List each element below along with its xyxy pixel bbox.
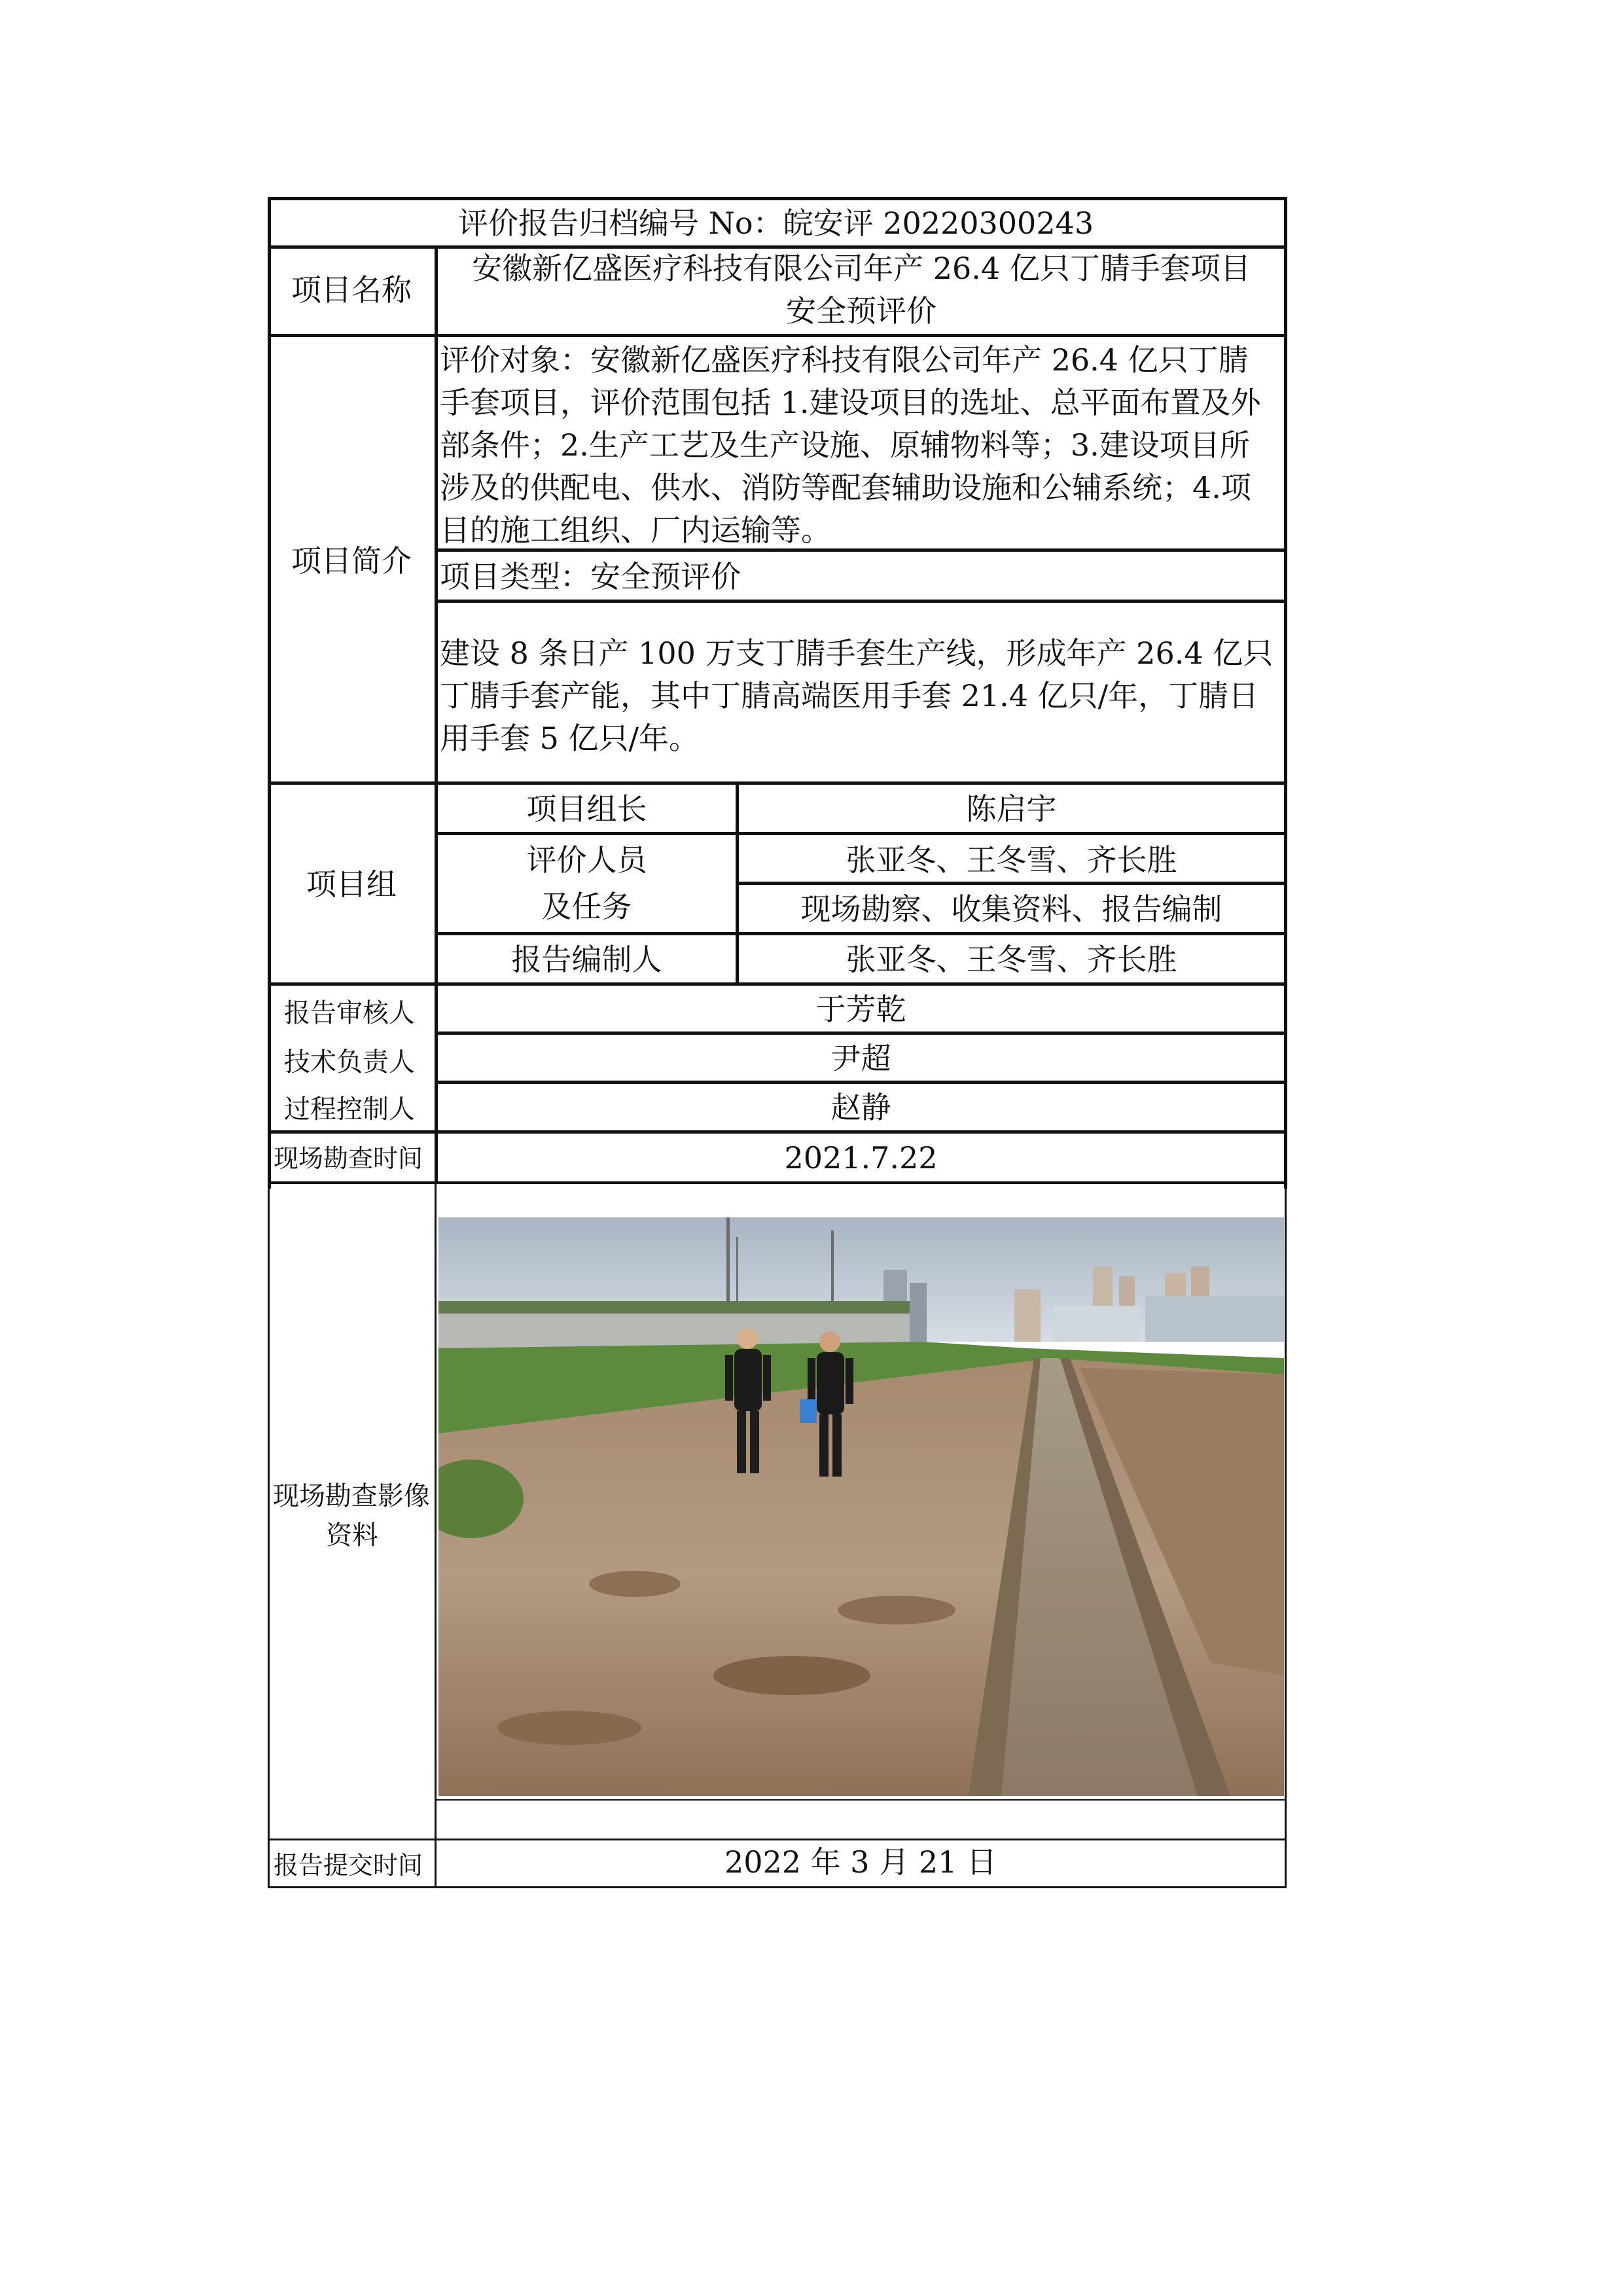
survey-time-value: 2021.7.22 <box>784 1140 938 1175</box>
rule-after-review <box>268 1130 1287 1134</box>
evaluators-label-line1: 评价人员 <box>526 842 647 878</box>
rule-after-team <box>268 982 1287 986</box>
rule-before-submit <box>268 1839 1287 1840</box>
rule-team-2 <box>737 882 1287 885</box>
project-name-label: 项目名称 <box>291 272 412 308</box>
rule-after-header <box>268 245 1287 249</box>
submission-date: 2022 年 3 月 21 日 <box>724 1844 997 1880</box>
tech-lead-value: 尹超 <box>830 1041 891 1076</box>
scope-line: 评价对象：安徽新亿盛医疗科技有限公司年产 26.4 亿只丁腈 <box>440 342 1249 378</box>
scope-line: 目的施工组织、厂内运输等。 <box>440 512 831 548</box>
table-border-top <box>268 197 1286 200</box>
evaluators-value: 张亚冬、王冬雪、齐长胜 <box>846 842 1177 878</box>
tech-lead-label: 技术负责人 <box>284 1047 415 1077</box>
content-line: 用手套 5 亿只/年。 <box>440 721 700 756</box>
leader-label: 项目组长 <box>526 791 647 827</box>
col-rule-photo <box>435 1184 437 1888</box>
table-border-left-lower <box>268 1189 270 1888</box>
project-name-line1: 安徽新亿盛医疗科技有限公司年产 26.4 亿只丁腈手套项目 <box>472 251 1251 286</box>
table-border-right-lower <box>1285 1189 1287 1888</box>
compiler-value: 张亚冬、王冬雪、齐长胜 <box>846 942 1177 977</box>
rule-team-1 <box>436 832 1287 835</box>
rule-after-intro <box>268 781 1287 785</box>
scope-line: 手套项目，评价范围包括 1.建设项目的选址、总平面布置及外 <box>440 385 1261 420</box>
leader-value: 陈启宇 <box>966 791 1057 827</box>
process-controller-label: 过程控制人 <box>284 1094 415 1124</box>
rule-after-survey-time <box>268 1181 1287 1184</box>
compiler-label: 报告编制人 <box>511 942 662 977</box>
rule-review-2 <box>436 1081 1287 1084</box>
survey-time-label: 现场勘查时间 <box>274 1144 423 1173</box>
reviewer-label: 报告审核人 <box>284 998 415 1028</box>
project-team-label: 项目组 <box>306 867 397 902</box>
rule-team-3 <box>436 932 1287 935</box>
table-border-right-upper <box>1284 197 1287 1189</box>
reviewer-value: 于芳乾 <box>815 992 906 1027</box>
table-border-bottom <box>268 1886 1287 1888</box>
scope-line: 涉及的供配电、供水、消防等配套辅助设施和公辅系统；4.项 <box>440 470 1251 505</box>
project-type: 项目类型：安全预评价 <box>440 559 741 594</box>
content-line: 建设 8 条日产 100 万支丁腈手套生产线，形成年产 26.4 亿只 <box>440 636 1274 671</box>
project-intro-label: 项目简介 <box>291 543 412 579</box>
survey-photo-label-line2: 资料 <box>326 1520 378 1551</box>
content-line: 丁腈手套产能，其中丁腈高端医用手套 21.4 亿只/年，丁腈日 <box>440 678 1259 713</box>
scope-line: 部条件；2.生产工艺及生产设施、原辅物料等；3.建设项目所 <box>440 427 1250 463</box>
submission-label: 报告提交时间 <box>274 1851 423 1880</box>
survey-photo-label-line1: 现场勘查影像 <box>273 1481 430 1511</box>
rule-photo-bottom <box>436 1799 1285 1801</box>
process-controller-value: 赵静 <box>830 1090 891 1125</box>
rule-after-name <box>268 334 1287 337</box>
rule-intro-scope <box>436 548 1287 552</box>
table-border-left-upper <box>268 197 271 1189</box>
evaluators-label-line2: 及任务 <box>541 889 632 924</box>
tasks-value: 现场勘察、收集资料、报告编制 <box>800 891 1222 927</box>
site-survey-photo <box>438 1217 1284 1796</box>
rule-review-1 <box>436 1031 1287 1035</box>
project-name-line2: 安全预评价 <box>786 293 936 329</box>
rule-intro-type <box>436 600 1287 603</box>
archive-number: 评价报告归档编号 No：皖安评 20220300243 <box>458 206 1094 241</box>
